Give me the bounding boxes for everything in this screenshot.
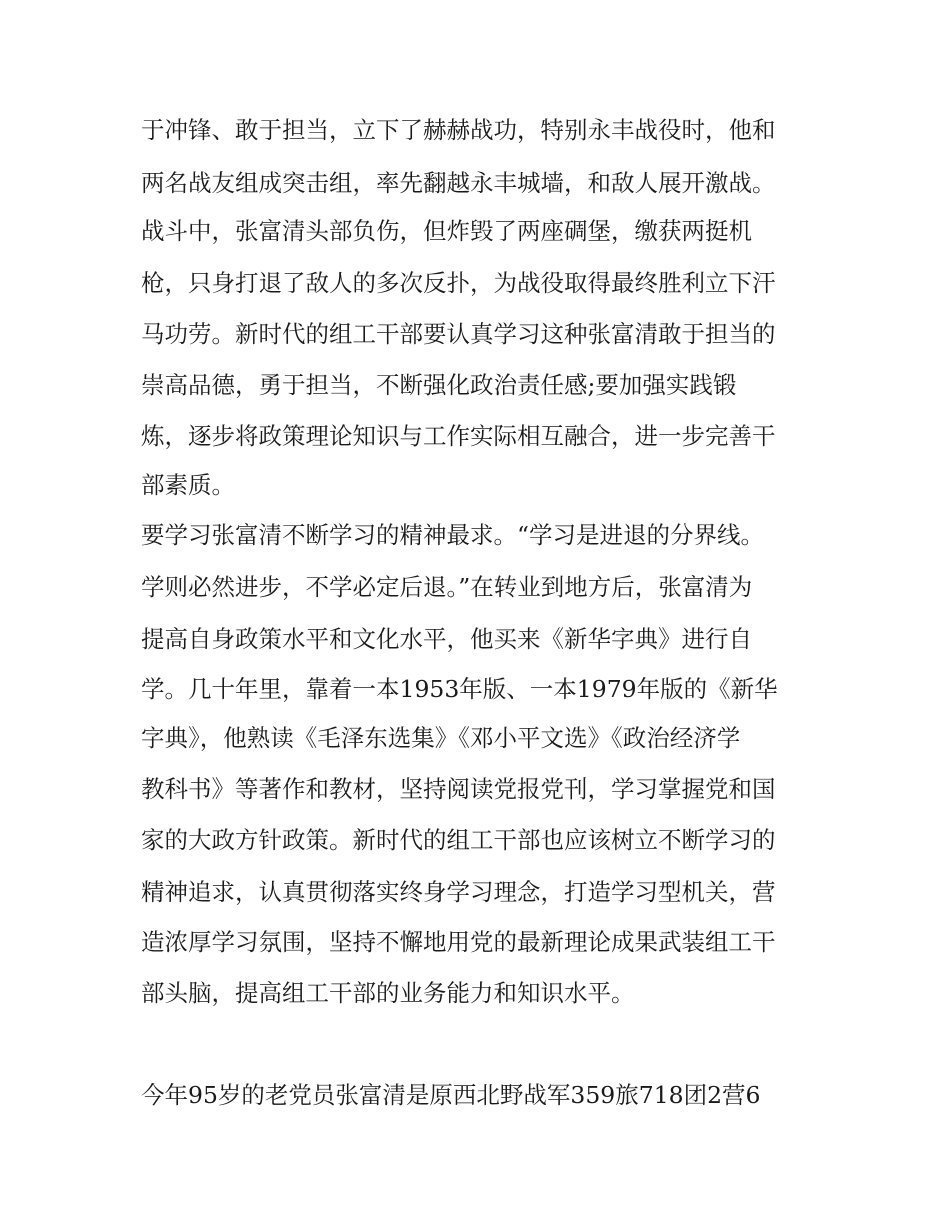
text-line: 于冲锋、敢于担当，立下了赫赫战功，特别永丰战役时，他和 bbox=[141, 116, 776, 144]
text-line: 要学习张富清不断学习的精神最求。“学习是进退的分界线。 bbox=[141, 521, 765, 549]
text-line: 崇高品德，勇于担当，不断强化政治责任感;要加强实践锻 bbox=[141, 371, 737, 399]
text-line: 炼，逐步将政策理论知识与工作实际相互融合，进一步完善干 bbox=[141, 422, 776, 450]
text-line: 家的大政方针政策。新时代的组工干部也应该树立不断学习的 bbox=[141, 826, 776, 854]
text-line: 部头脑，提高组工干部的业务能力和知识水平。 bbox=[141, 979, 635, 1007]
text-line: 两名战友组成突击组，率先翻越永丰城墙，和敌人展开激战。 bbox=[141, 169, 776, 197]
text-line: 学。几十年里，靠着一本1953年版、一本1979年版的《新华 bbox=[141, 675, 778, 703]
text-line: 战斗中，张富清头部负伤，但炸毁了两座碉堡，缴获两挺机 bbox=[141, 217, 752, 245]
text-line: 提高自身政策水平和文化水平，他买来《新华字典》进行自 bbox=[141, 625, 752, 653]
text-line: 字典》，他熟读《毛泽东选集》《邓小平文选》《政治经济学 bbox=[141, 724, 741, 752]
text-line: 部素质。 bbox=[141, 471, 235, 499]
text-line: 造浓厚学习氛围，坚持不懈地用党的最新理论成果武装组工干 bbox=[141, 928, 776, 956]
text-line: 精神追求，认真贯彻落实终身学习理念，打造学习型机关，营 bbox=[141, 878, 776, 906]
text-line: 马功劳。新时代的组工干部要认真学习这种张富清敢于担当的 bbox=[141, 320, 776, 348]
text-line: 枪，只身打退了敌人的多次反扑，为战役取得最终胜利立下汗 bbox=[141, 269, 776, 297]
text-line: 学则必然进步，不学必定后退。”在转业到地方后，张富清为 bbox=[141, 573, 753, 601]
text-line: 今年95岁的老党员张富清是原西北野战军359旅718团2营6 bbox=[141, 1081, 761, 1109]
text-line: 教科书》等著作和教材，坚持阅读党报党刊，学习掌握党和国 bbox=[141, 775, 776, 803]
